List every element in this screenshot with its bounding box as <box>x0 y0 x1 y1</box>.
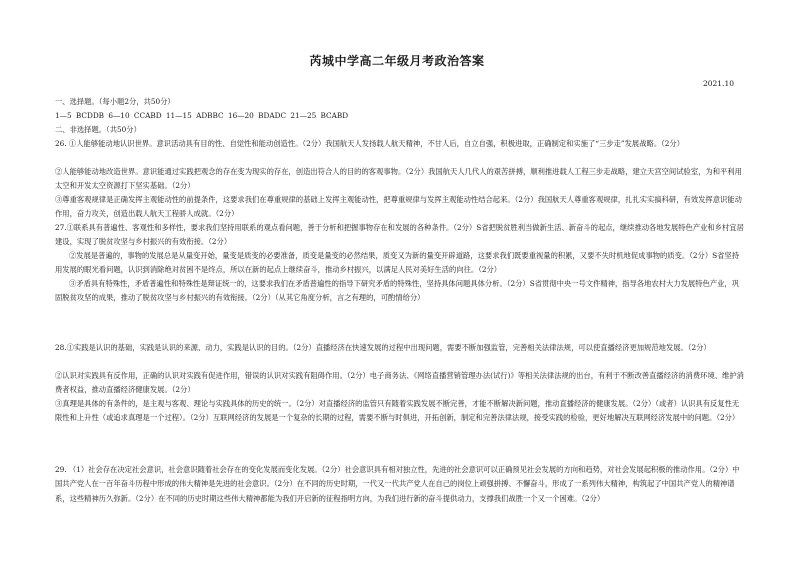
section-2-heading: 二、非选择题。（共50分） <box>55 125 141 134</box>
section-1-heading: 一、选择题。（每小题2分，共50分） <box>55 97 175 106</box>
q26-point-3: ③尊重客观规律是正确发挥主观能动性的前提条件，这要求我们在尊重规律的基础上发挥主观能动性，把尊重规律与发挥主观能动性结合起来。（2分）我国航天人尊重客观规律，扎扎实实搞科研，有效发挥意识能动作用，奋力攻关，创造出载人航天工程骄人成就。（2分） <box>55 195 742 219</box>
q26-point-2: ②人能够能动地改造世界。意识能通过实践把观念的存在变为现实的存在，创造出符合人的目的的客观事物。（2分）我国航天人几代人的艰苦拼搏，顺利推进载人工程三步走战略，建立天宫空间试验室，为和平利用太空和开发太空资源打下坚实基础。（2分） <box>55 167 742 191</box>
q27-point-2: ②发展是普遍的，事物的发展总是从量变开始，量变是质变的必要准备，质变是量变的必然结果，质变又为新的量变开辟道路，这要求我们既要重视量的积累，又要不失时机地促成事物的质变。（2分）S省坚持用发展的眼光看问题，认识到消除绝对贫困不是终点，所以在新的起点上继续奋斗，推动乡村振兴，以满足人民对美好生活的向往。（2分） <box>55 251 739 275</box>
q28-point-3: ③真理是具体的有条件的，是主观与客观、理论与实践具体的历史的统一。（2分）对直播经济的监管只有随着实践发展不断完善，才能不断解决新问题，推动直播经济的健康发展。（2分）（或者）认识具有反复性无限性和上升性（或追求真理是一个过程）。（2分）互联网经济的发展是一个复杂的长期的过程，需要不断与时俱进，开拓创新，制定和完善法律法规，接受实践的检验，更好地解决互联网经济发展中的问题。（2分） <box>55 399 740 423</box>
q26-point-1: 26. ①人能够能动地认识世界。意识活动具有目的性、自觉性和能动创造性。（2分）我国航天人发扬载人航天精神，不甘人后，自立自强，积极进取，正确制定和实施了“三步走”发展战略。（2分） <box>55 139 685 148</box>
q27-point-3: ③矛盾具有特殊性，矛盾普遍性和特殊性是辩证统一的，这要求我们在矛盾普遍性的指导下研究矛盾的特殊性，坚持具体问题具体分析。（2分）S省贯彻中央一号文件精神，指导各地农村大力发展特色产业，巩固脱贫攻坚的成果，推动了脱贫攻坚与乡村振兴的有效衔接。（2分）（从其它角度分析，言之有理的，可酌情给分） <box>55 279 739 303</box>
page-title: 芮城中学高二年级月考政治答案 <box>309 54 485 68</box>
q29-part-1: 29. （1）社会存在决定社会意识，社会意识随着社会存在的变化发展而变化发展。（2分）社会意识具有相对独立性，先进的社会意识可以正确预见社会发展的方向和趋势，对社会发展起积极的推动作用。（2分）中国共产党人在一百年奋斗历程中形成的伟大精神是先进的社会意识。（2分）在不同的历史时期，一代又一代共产党人在自己的岗位上顽强拼搏、不懈奋斗，形成了一系列伟大精神，构筑起了中国共产党人的精神谱系，这些精神历久弥新。（2分）在不同的历史时期这些伟大精神都能为我们开启新的征程指明方向，为我们进行新的奋斗提供动力，支撑我们战胜一个又一个困难。（2分） <box>55 465 740 503</box>
date-label: 2021.10 <box>702 79 734 88</box>
q27-point-1: 27.①联系具有普遍性、客观性和多样性，要求我们坚持用联系的观点看问题，善于分析和把握事物存在和发展的各种条件。（2分）S省把脱贫胜利当做新生活、新奋斗的起点，继续推动各地发展特色产业和乡村宜居建设，实现了脱贫攻坚与乡村振兴的有效衔接。（2分） <box>55 223 744 247</box>
q28-point-1: 28.①实践是认识的基础，实践是认识的来源、动力，实践是认识的目的。（2分）直播经济在快速发展的过程中出现问题，需要不断加强监管，完善相关法律法规，可以使直播经济更加规范地发展。（2分） <box>55 343 711 352</box>
q28-point-2: ②认识对实践具有反作用，正确的认识对实践有促进作用，错误的认识对实践有阻碍作用。（2分）电子商务法、《网络直播营销管理办法(试行)》等相关法律法规的出台，有利于不断改善直播经济的消费环境、维护消费者权益，推动直播经济健康发展。（2分） <box>55 371 744 395</box>
section-1-answers: 1—5 BCDDB 6—10 CCABD 11—15 ADBBC 16—20 BDADC 21—25 BCABD <box>55 111 349 120</box>
